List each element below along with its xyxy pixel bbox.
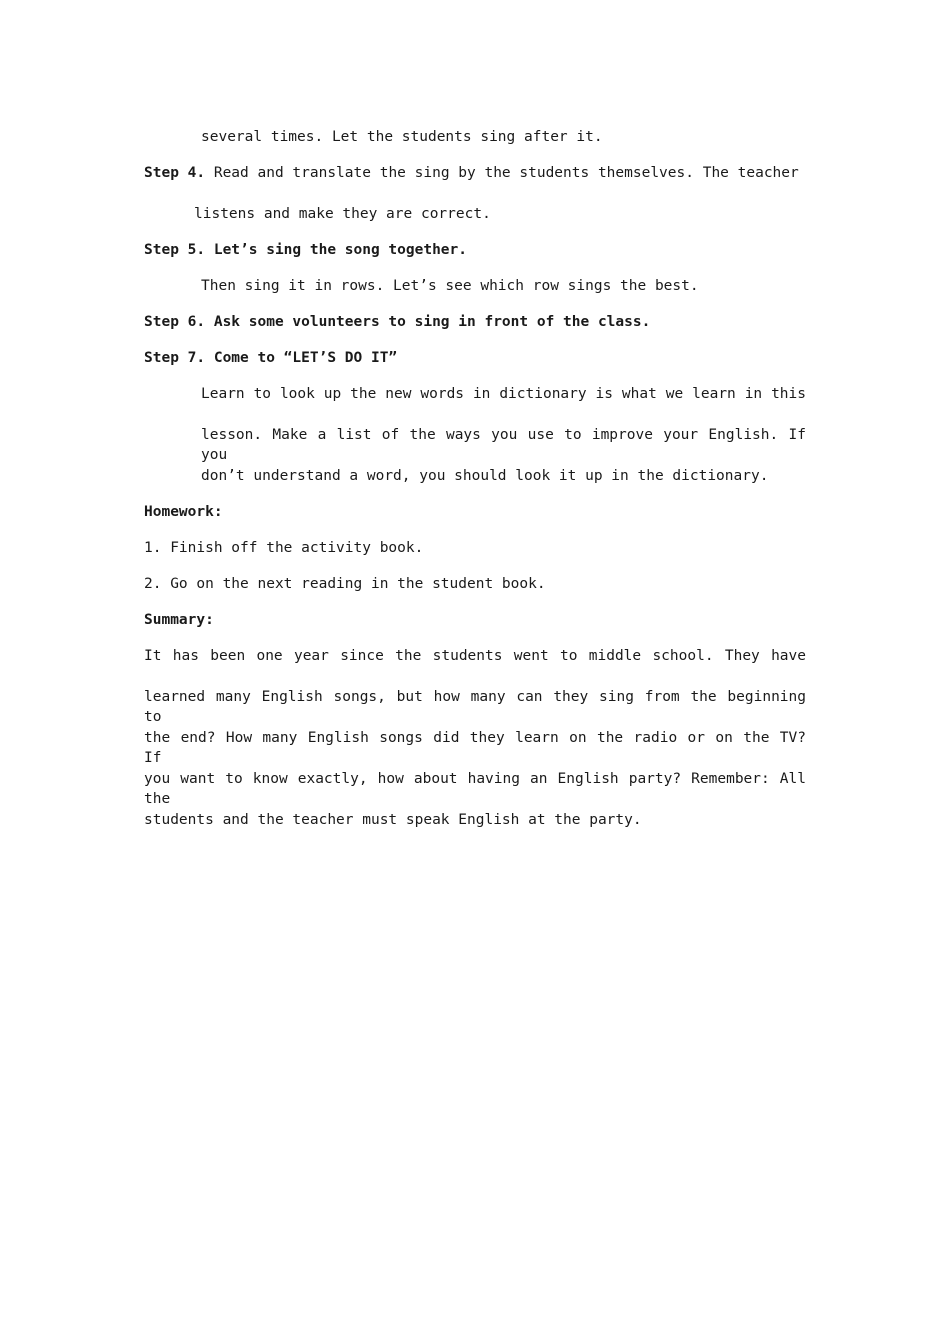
step6-heading: Step 6. Ask some volunteers to sing in front of the class. — [144, 314, 651, 330]
step7-paragraph-line-2: lesson. Make a list of the ways you use to improve your English. If you — [201, 427, 806, 463]
step4-label: Step 4. — [144, 165, 206, 181]
step5-heading: Step 5. Let’s sing the song together. — [144, 242, 468, 258]
step3-continuation: several times. Let the students sing after it. — [201, 129, 603, 145]
step4-continuation: listens and make they are correct. — [194, 206, 491, 222]
summary-line-4: you want to know exactly, how about having an English party? Remember: All the — [144, 771, 806, 807]
homework-item-1: 1. Finish off the activity book. — [144, 540, 424, 556]
step7-paragraph-line-1: Learn to look up the new words in dictionary is what we learn in this — [201, 386, 806, 402]
homework-item-2: 2. Go on the next reading in the student book. — [144, 576, 546, 592]
step4-line — [144, 163, 799, 183]
homework-heading: Homework: — [144, 504, 223, 520]
step7-paragraph-line-3: don’t understand a word, you should look it up in the dictionary. — [201, 468, 769, 484]
summary-line-3: the end? How many English songs did they learn on the radio or on the TV? If — [144, 730, 806, 766]
step7-heading: Step 7. Come to “LET’S DO IT” — [144, 350, 398, 366]
step5-continuation: Then sing it in rows. Let’s see which row sings the best. — [201, 278, 699, 294]
summary-line-5: students and the teacher must speak English at the party. — [144, 812, 642, 828]
summary-heading: Summary: — [144, 612, 214, 628]
summary-line-1: It has been one year since the students went to middle school. They have — [144, 648, 806, 664]
summary-line-2: learned many English songs, but how many can they sing from the beginning to — [144, 689, 806, 725]
step4-text: Read and translate the sing by the students themselves. The teacher — [213, 165, 799, 181]
